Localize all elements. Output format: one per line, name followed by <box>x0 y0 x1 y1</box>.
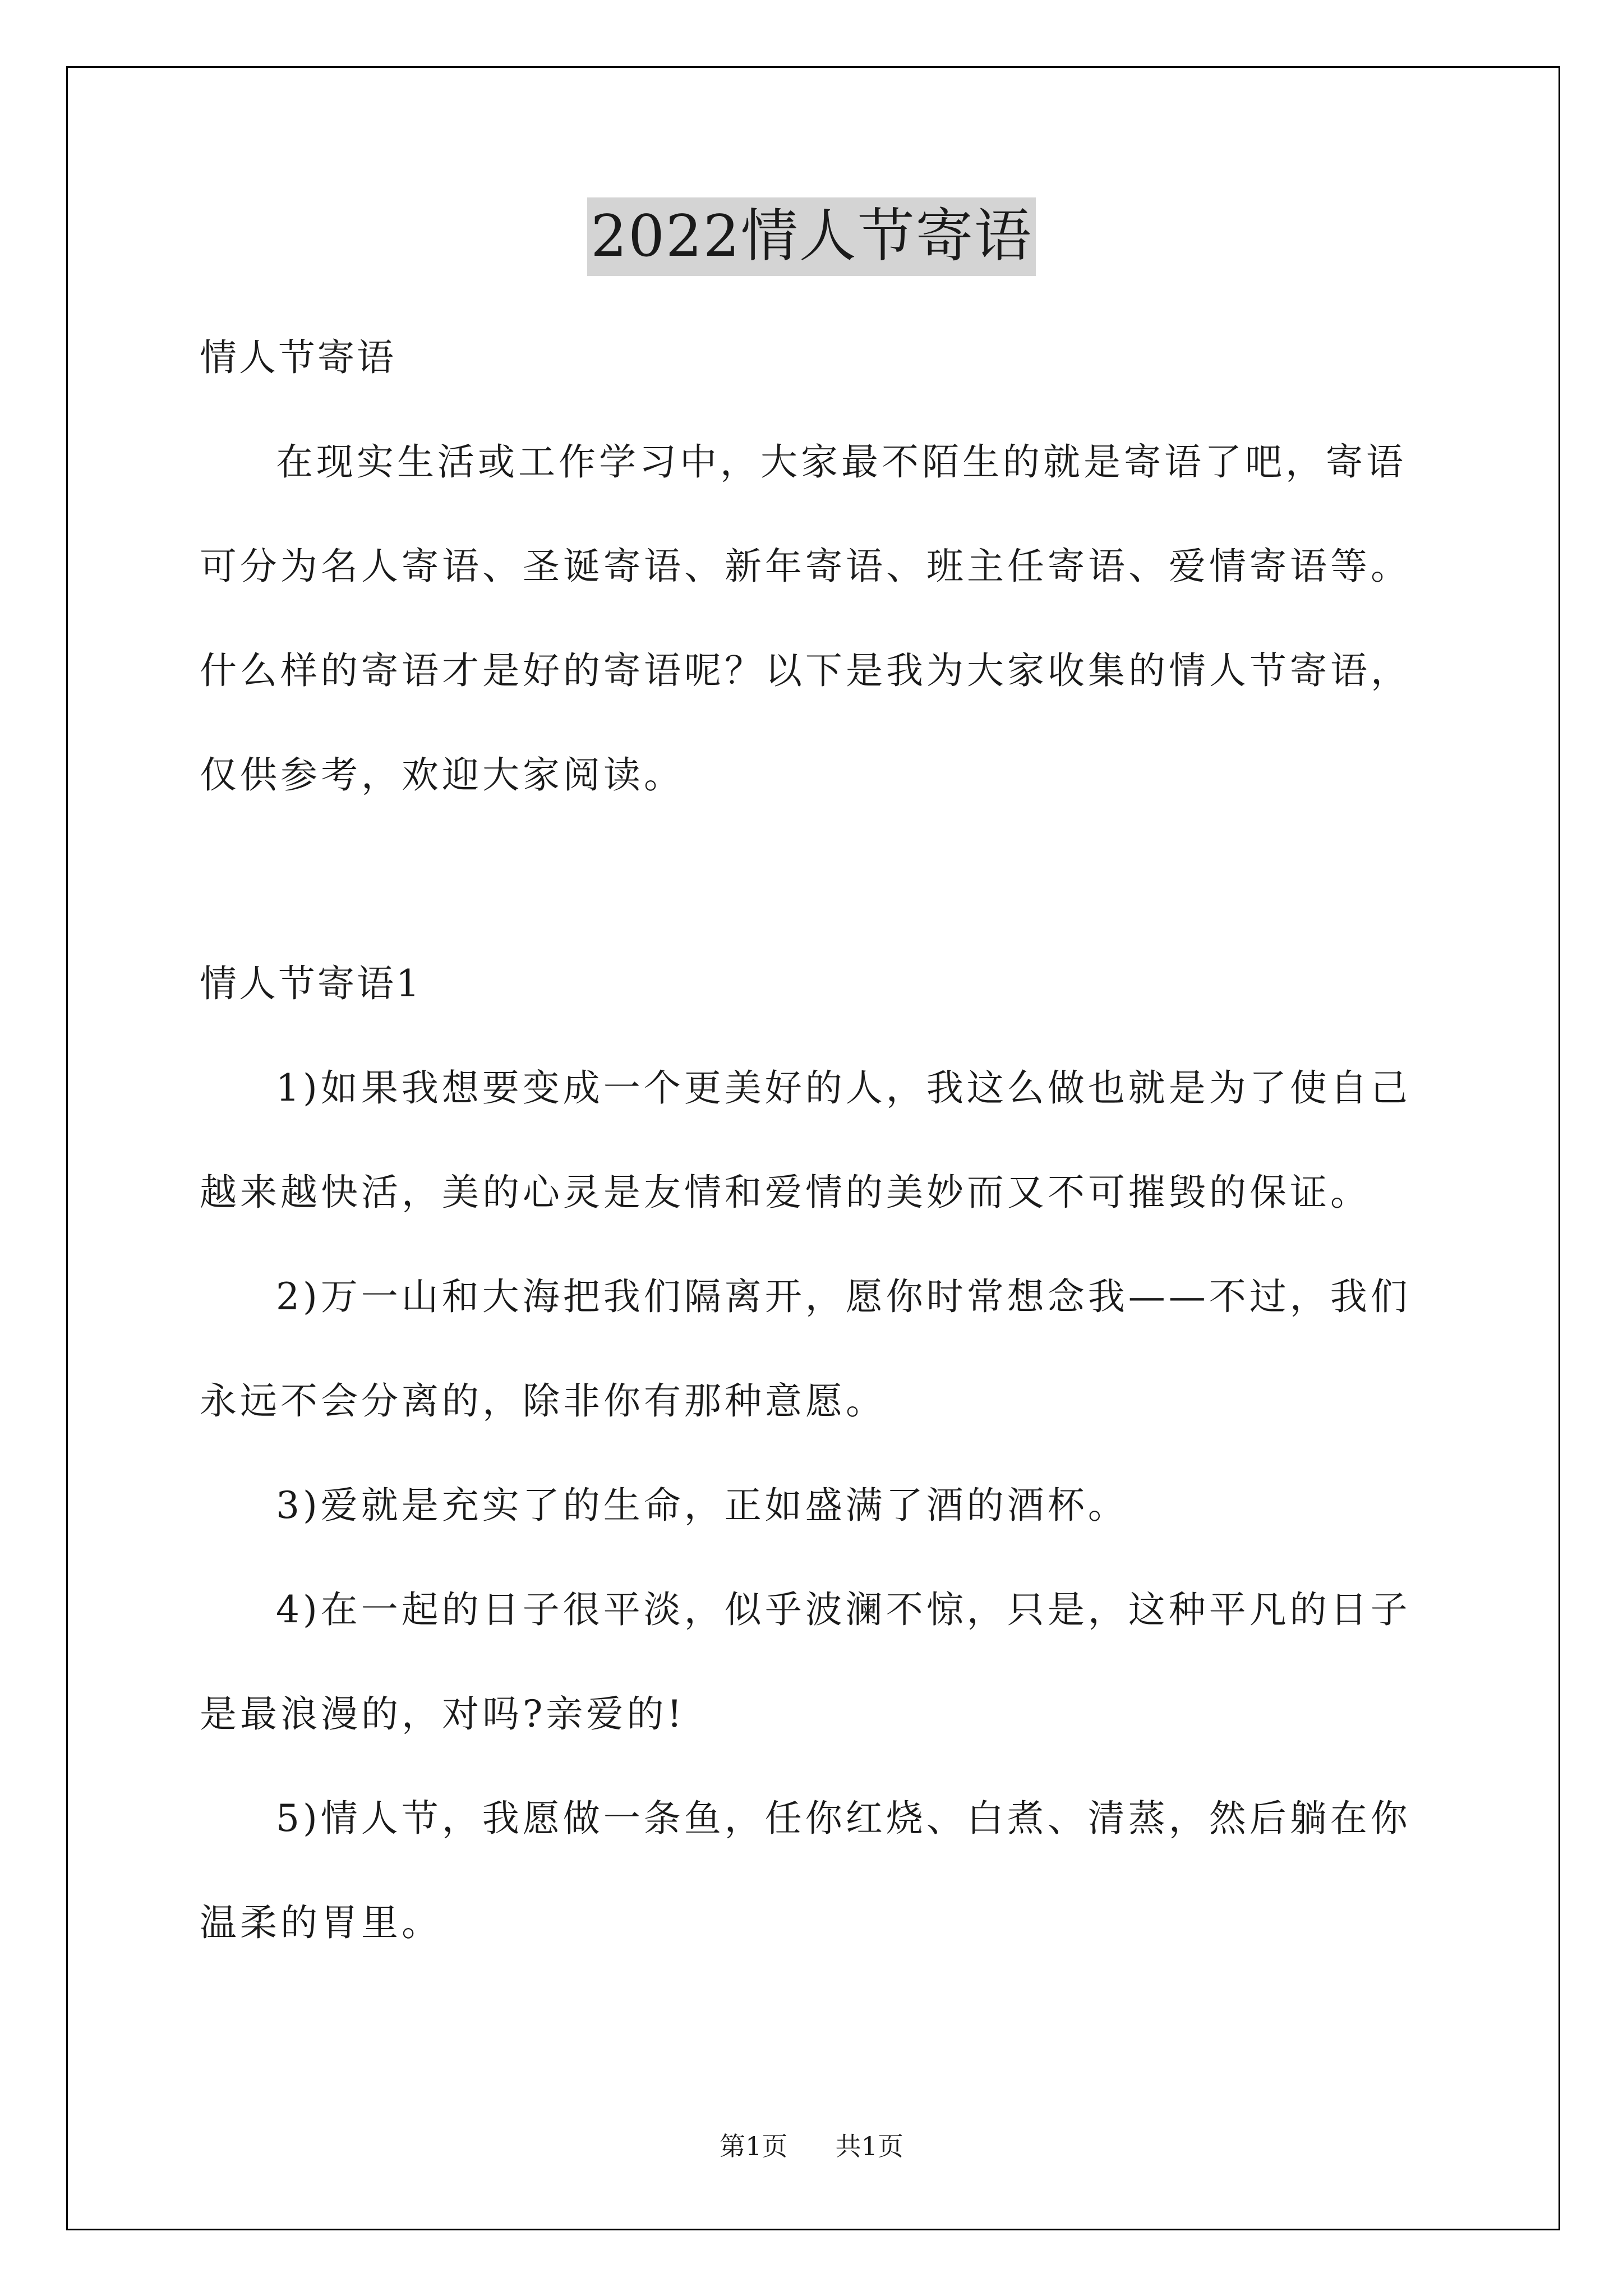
item-2-line-2: 永远不会分离的，除非你有那种意愿。 <box>200 1379 886 1423</box>
page-footer <box>0 2129 1623 2163</box>
document-body <box>200 306 1433 1975</box>
item-4-line-1: 4)在一起的日子很平淡，似乎波澜不惊，只是，这种平凡的日子 <box>276 1588 1411 1631</box>
item-5-line-2: 温柔的胃里。 <box>200 1901 442 1944</box>
title-container <box>0 197 1623 276</box>
intro-line-3: 什么样的寄语才是好的寄语呢？以下是我为大家收集的情人节寄语， <box>200 649 1411 692</box>
item-5-line-1: 5)情人节，我愿做一条鱼，任你红烧、白煮、清蒸，然后躺在你 <box>276 1797 1411 1840</box>
item-1-line-2: 越来越快活，美的心灵是友情和爱情的美妙而又不可摧毁的保证。 <box>200 1171 1371 1214</box>
item-2-line-1: 2)万一山和大海把我们隔离开，愿你时常想念我——不过，我们 <box>276 1275 1411 1318</box>
intro-line-2: 可分为名人寄语、圣诞寄语、新年寄语、班主任寄语、爱情寄语等。 <box>200 545 1411 588</box>
item-3-line-1: 3)爱就是充实了的生命，正如盛满了酒的酒杯。 <box>276 1484 1128 1527</box>
page-number-current: 第1页 <box>720 2131 788 2161</box>
section-heading: 情人节寄语1 <box>200 962 422 1005</box>
page-number-total: 共1页 <box>835 2131 903 2161</box>
intro-line-4: 仅供参考，欢迎大家阅读。 <box>200 753 684 797</box>
subtitle: 情人节寄语 <box>200 336 396 379</box>
document-title: 2022情人节寄语 <box>587 197 1036 276</box>
spacer <box>200 827 1433 932</box>
item-4-line-2: 是最浪漫的，对吗?亲爱的! <box>200 1692 685 1736</box>
item-1-line-1: 1)如果我想要变成一个更美好的人，我这么做也就是为了使自己 <box>276 1066 1411 1110</box>
intro-line-1: 在现实生活或工作学习中，大家最不陌生的就是寄语了吧，寄语 <box>276 440 1407 484</box>
